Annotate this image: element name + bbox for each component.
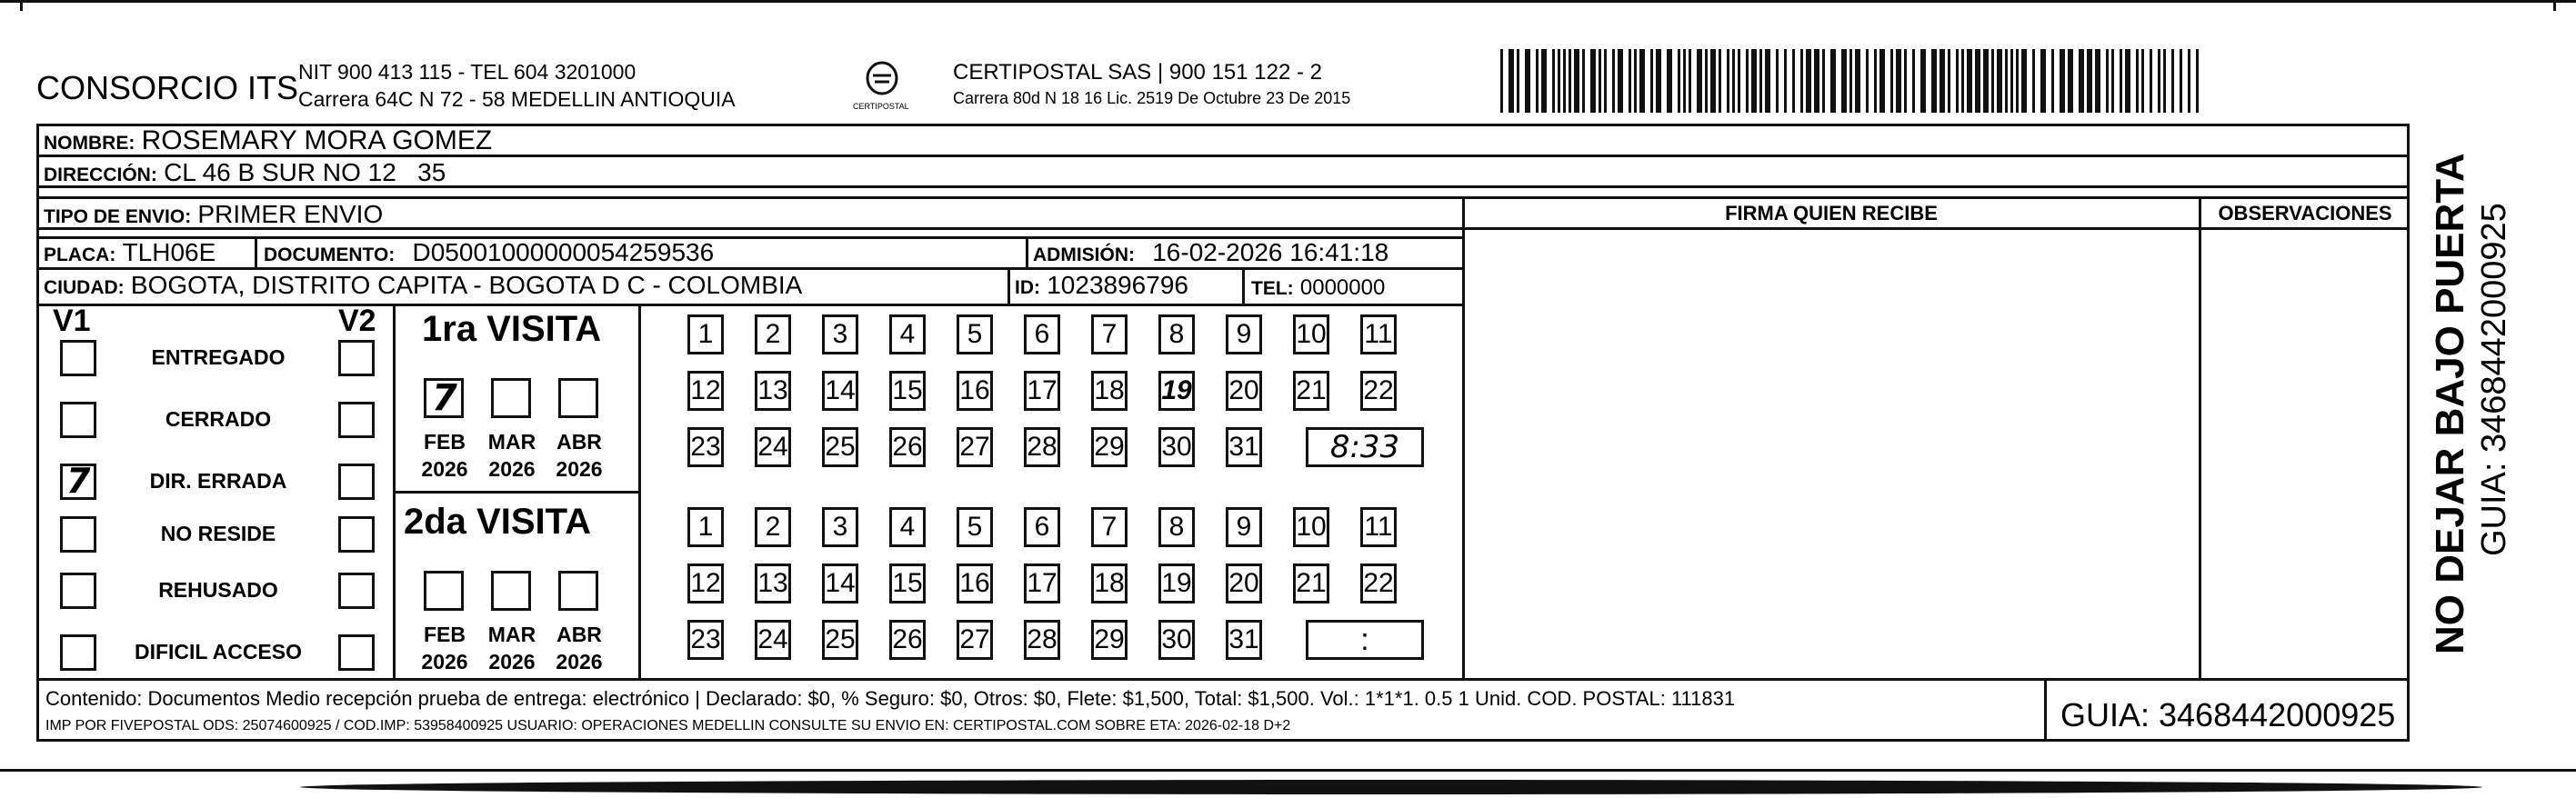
day-cell[interactable]: 13: [755, 564, 791, 603]
nombre-value: ROSEMARY MORA GOMEZ: [141, 125, 493, 155]
v1-checkbox[interactable]: [60, 461, 96, 501]
day-cell[interactable]: 15: [889, 371, 926, 411]
status-label: DIFICIL ACCESO: [134, 640, 302, 663]
day-cell[interactable]: 23: [687, 620, 724, 660]
rule: [255, 236, 257, 267]
admision-row: [1033, 238, 1388, 267]
day-cell[interactable]: 18: [1091, 564, 1128, 603]
placa-row: [44, 238, 216, 267]
placa-label: PLACA:: [44, 244, 116, 265]
month-checkbox[interactable]: [491, 378, 531, 418]
year-label: 2026: [556, 457, 603, 481]
observaciones-label: OBSERVACIONES: [2218, 202, 2392, 224]
year-label: 2026: [556, 650, 603, 673]
bottom-edge: [0, 769, 2576, 772]
right-cut: [2553, 0, 2556, 11]
day-cell[interactable]: 21: [1293, 371, 1329, 411]
tipo-label: TIPO DE ENVIO:: [44, 206, 192, 227]
day-cell[interactable]: 17: [1024, 371, 1060, 411]
day-cell[interactable]: 28: [1024, 620, 1060, 660]
day-cell[interactable]: 10: [1293, 507, 1329, 547]
year-label: 2026: [421, 650, 468, 673]
tel-label: TEL:: [1251, 278, 1294, 299]
firma-divider: [1462, 196, 1465, 678]
side-warning: NO DEJAR BAJO PUERTA: [2428, 153, 2472, 654]
company-name: CONSORCIO ITS: [36, 69, 299, 106]
day-cell[interactable]: 1: [687, 507, 724, 547]
year-label: 2026: [488, 457, 536, 481]
month-label: MAR: [487, 430, 536, 454]
firma-label: FIRMA QUIEN RECIBE: [1725, 202, 1938, 224]
placa-value: TLH06E: [122, 238, 216, 266]
day-cell[interactable]: 16: [957, 371, 993, 411]
v2-checkbox[interactable]: [338, 634, 375, 671]
month-label: MAR: [487, 623, 536, 646]
day-cell[interactable]: 7: [1091, 314, 1128, 354]
address-line: Carrera 64C N 72 - 58 MEDELLIN ANTIOQUIA: [298, 87, 736, 111]
rule: [1242, 267, 1245, 304]
header: [36, 55, 2564, 127]
rule: [1026, 236, 1028, 267]
day-cell[interactable]: 5: [957, 314, 993, 354]
direccion-label: DIRECCIÓN:: [44, 165, 157, 185]
tipo-value: PRIMER ENVIO: [197, 200, 384, 228]
certipostal-logo: [855, 60, 909, 118]
month-label: FEB: [424, 430, 466, 454]
day-cell[interactable]: 22: [1360, 371, 1397, 411]
time-box[interactable]: :: [1306, 620, 1424, 660]
v1-checkbox[interactable]: [60, 340, 96, 376]
bottom-shadow: [300, 780, 2482, 794]
day-cell[interactable]: 10: [1293, 314, 1329, 354]
v2-label: V2: [338, 304, 376, 338]
day-cell[interactable]: 6: [1024, 314, 1060, 354]
v2-checkbox[interactable]: [338, 464, 375, 500]
day-cell[interactable]: 4: [889, 507, 926, 547]
v1-label: V1: [53, 304, 91, 338]
day-cell[interactable]: 21: [1293, 564, 1329, 603]
rule: [36, 196, 2410, 199]
month-checkbox[interactable]: [558, 378, 598, 418]
month-label: ABR: [556, 623, 602, 646]
day-cell[interactable]: 20: [1226, 564, 1262, 603]
day-cell[interactable]: 24: [755, 620, 791, 660]
day-cell[interactable]: 6: [1024, 507, 1060, 547]
partner-license: Carrera 80d N 18 16 Lic. 2519 De Octubre 23 De 2015: [953, 89, 1351, 107]
ciudad-row: [44, 271, 802, 300]
time-box[interactable]: 8:33: [1306, 427, 1424, 467]
day-cell[interactable]: 19: [1158, 371, 1195, 411]
rule: [36, 304, 1464, 306]
visit2-title: 2da VISITA: [404, 502, 591, 542]
status-label: CERRADO: [165, 407, 272, 431]
rule: [36, 678, 2410, 681]
month-checkbox[interactable]: [424, 571, 464, 611]
day-cell[interactable]: 14: [822, 564, 858, 603]
v2-checkbox[interactable]: [338, 573, 375, 609]
documento-label: DOCUMENTO:: [264, 244, 396, 265]
day-cell[interactable]: 30: [1158, 620, 1195, 660]
day-cell[interactable]: 29: [1091, 620, 1128, 660]
nit-line: NIT 900 413 115 - TEL 604 3201000: [298, 60, 636, 84]
day-cell[interactable]: 29: [1091, 427, 1128, 467]
day-cell[interactable]: 7: [1091, 507, 1128, 547]
day-cell[interactable]: 11: [1360, 314, 1397, 354]
status-label: REHUSADO: [158, 578, 278, 602]
direccion-row: [44, 158, 446, 187]
footer-guia: GUIA: 3468442000925: [2060, 696, 2396, 733]
day-cell[interactable]: 2: [755, 314, 791, 354]
day-cell[interactable]: 1: [687, 314, 724, 354]
day-cell[interactable]: 20: [1226, 371, 1262, 411]
id-value: 1023896796: [1047, 271, 1188, 299]
day-cell[interactable]: 12: [687, 564, 724, 603]
day-cell[interactable]: 27: [957, 620, 993, 660]
day-cell[interactable]: 15: [889, 564, 926, 603]
day-cell[interactable]: 13: [755, 371, 791, 411]
partner-name: CERTIPOSTAL SAS | 900 151 122 - 2: [953, 60, 1322, 85]
month-checkbox[interactable]: [491, 571, 531, 611]
month-checkbox[interactable]: [424, 378, 464, 418]
admision-value: 16-02-2026 16:41:18: [1152, 238, 1389, 266]
rule: [2044, 678, 2047, 742]
month-checkbox[interactable]: [558, 571, 598, 611]
day-cell[interactable]: 30: [1158, 427, 1195, 467]
day-cell[interactable]: 3: [822, 507, 858, 547]
v1-checkbox[interactable]: [60, 402, 96, 438]
barcode: [1500, 49, 2205, 113]
tel-value: 0000000: [1299, 275, 1386, 300]
rule: [393, 491, 638, 494]
top-border: [0, 0, 2576, 3]
day-cell[interactable]: 27: [957, 427, 993, 467]
day-cell[interactable]: 31: [1226, 620, 1262, 660]
id-label: ID:: [1015, 277, 1040, 298]
rule: [36, 227, 2410, 230]
rule: [638, 304, 641, 678]
ciudad-value: BOGOTA, DISTRITO CAPITA - BOGOTA D C - COLOMBIA: [130, 271, 803, 299]
day-cell[interactable]: 26: [889, 620, 926, 660]
left-cut: [20, 0, 23, 11]
day-cell[interactable]: 17: [1024, 564, 1060, 603]
day-cell[interactable]: 11: [1360, 507, 1397, 547]
footer-imp: IMP POR FIVEPOSTAL ODS: 25074600925 / COD.IMP: 53958400925 USUARIO: OPERACIONES MEDELLIN CONSULTE SU ENVIO EN: CERTIPOSTAL.COM SOBRE ETA: 2026-02-18 D+2: [45, 718, 1291, 733]
nombre-label: NOMBRE:: [44, 133, 135, 154]
rule: [1007, 267, 1010, 304]
month-label: ABR: [556, 430, 602, 454]
day-cell[interactable]: 14: [822, 371, 858, 411]
v2-checkbox[interactable]: [338, 340, 375, 376]
day-cell[interactable]: 8: [1158, 314, 1195, 354]
day-cell[interactable]: 2: [755, 507, 791, 547]
day-cell[interactable]: 24: [755, 427, 791, 467]
id-row: [1015, 271, 1188, 300]
year-label: 2026: [421, 457, 468, 481]
v2-checkbox[interactable]: [338, 516, 375, 553]
day-cell[interactable]: 4: [889, 314, 926, 354]
nombre-row: [44, 125, 492, 156]
year-label: 2026: [488, 650, 536, 673]
day-cell[interactable]: 5: [957, 507, 993, 547]
status-label: NO RESIDE: [160, 522, 276, 545]
obs-divider: [2199, 196, 2201, 678]
status-label: ENTREGADO: [151, 345, 286, 369]
documento-row: [264, 238, 714, 267]
day-cell[interactable]: 31: [1226, 427, 1262, 467]
status-label: DIR. ERRADA: [149, 469, 287, 493]
month-mark: 7: [432, 377, 457, 419]
day-cell[interactable]: 9: [1226, 314, 1262, 354]
day-cell[interactable]: 25: [822, 427, 858, 467]
tipo-row: [44, 200, 383, 229]
day-cell[interactable]: 9: [1226, 507, 1262, 547]
side-guia: GUIA: 3468442000925: [2475, 203, 2513, 556]
v1-checkbox[interactable]: [60, 573, 96, 609]
visit1-title: 1ra VISITA: [422, 309, 602, 349]
footer-contenido: Contenido: Documentos Medio recepción prueba de entrega: electrónico | Declarado: $0, % Seguro: $0, Otros: $0, Flete: $1,500, Total: $1,500. Vol.: 1*1*1. 0.5 1 Unid. COD. POSTAL: 111831: [45, 687, 1736, 710]
day-cell[interactable]: 3: [822, 314, 858, 354]
documento-value: D05001000000054259536: [412, 238, 715, 266]
rule: [36, 267, 1464, 270]
tel-row: [1251, 273, 1385, 301]
day-cell[interactable]: 16: [957, 564, 993, 603]
day-cell[interactable]: 12: [687, 371, 724, 411]
day-cell[interactable]: 8: [1158, 507, 1195, 547]
day-cell[interactable]: 22: [1360, 564, 1397, 603]
day-cell[interactable]: 23: [687, 427, 724, 467]
day-cell[interactable]: 28: [1024, 427, 1060, 467]
admision-label: ADMISIÓN:: [1033, 244, 1135, 265]
month-label: FEB: [424, 623, 466, 646]
day-cell[interactable]: 26: [889, 427, 926, 467]
day-cell[interactable]: 25: [822, 620, 858, 660]
v2-checkbox[interactable]: [338, 402, 375, 438]
v1-checkbox[interactable]: [60, 516, 96, 553]
checkbox-mark: 7: [66, 461, 91, 501]
v1-checkbox[interactable]: [60, 634, 96, 671]
logo-text: CERTIPOSTAL: [853, 102, 909, 111]
ciudad-label: CIUDAD:: [44, 277, 125, 298]
day-cell[interactable]: 19: [1158, 564, 1195, 603]
day-cell[interactable]: 18: [1091, 371, 1128, 411]
direccion-value: CL 46 B SUR NO 12 35: [164, 158, 446, 186]
